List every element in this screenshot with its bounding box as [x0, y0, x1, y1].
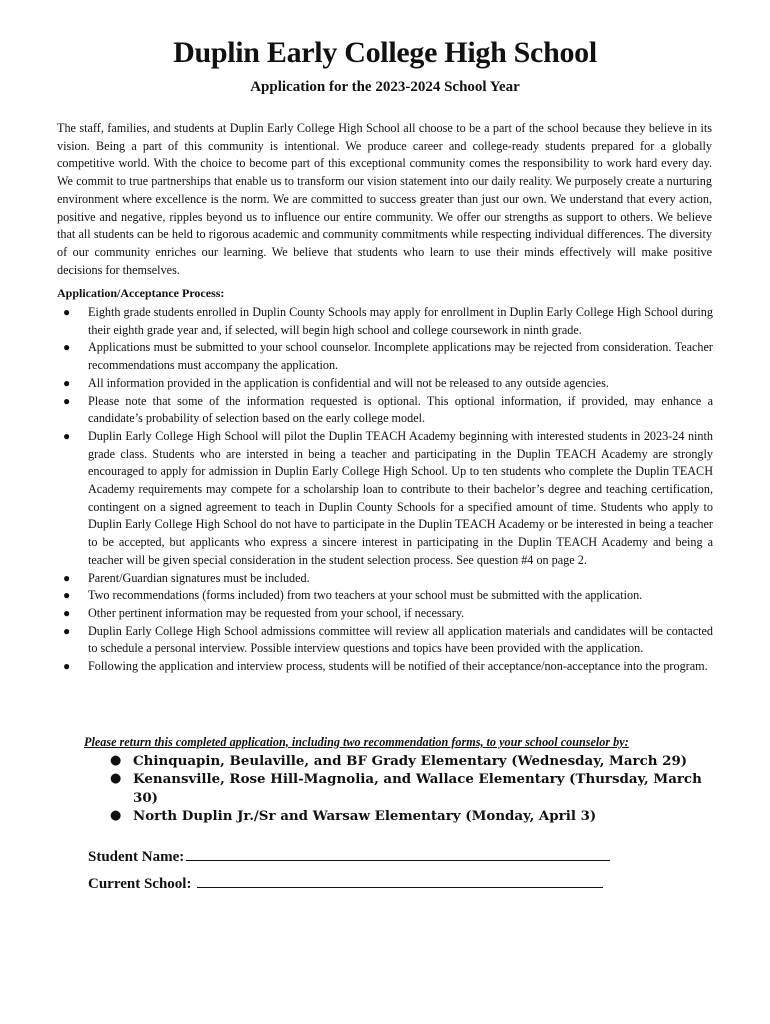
current-school-field	[88, 873, 603, 893]
bullet-icon: ●	[110, 753, 122, 768]
bullet-icon: ●	[110, 808, 122, 824]
process-item	[57, 570, 713, 588]
return-instructions: Please return this completed application, including two recommendation forms, to your school counselor by:	[84, 735, 629, 749]
deadline-list	[110, 752, 710, 826]
student-name-label: Student Name:	[88, 849, 185, 865]
process-item-text: Duplin Early College High School will pilot the Duplin TEACH Academy beginning with interested students in 2023-24 ninth grade class. Students who are intersted in being a teacher and participating in the Duplin TEACH Academy are strongly encouraged to apply for admission in Duplin Early College High School. Up to ten students who complete the Duplin TEACH Academy requirements may compete for a scholarship loan to contribute to their bachelor’s degree and teaching certification, contingent on a signed agreement to teach in Duplin County Schools for a specified amount of time. Students who apply to Duplin Early College High School do not have to participate in the Duplin TEACH Academy or be interested in being a teacher to be accepted, but applicants who express a sincere interest in participating in the Duplin TEACH Academy and being a teacher will be given special consideration in the student selection process. See question #4 on page 2.	[88, 428, 713, 567]
process-item	[57, 587, 713, 605]
process-item-text: Eighth grade students enrolled in Duplin County Schools may apply for enrollment in Duplin Early College High School during their eighth grade year and, if selected, will begin high school and college coursework in ninth grade.	[88, 305, 713, 337]
deadline-item	[110, 807, 710, 825]
bullet-icon: ●	[63, 659, 71, 674]
process-item	[57, 428, 713, 570]
current-school-input-line[interactable]	[197, 873, 603, 888]
bullet-icon: ●	[63, 305, 71, 319]
process-item	[57, 605, 713, 623]
deadline-text: Kenansville, Rose Hill-Magnolia, and Wallace Elementary (Thursday, March 30)	[133, 771, 702, 806]
process-item-text: Two recommendations (forms included) from two teachers at your school must be submitted with the application.	[88, 588, 643, 603]
deadline-text: North Duplin Jr./Sr and Warsaw Elementary (Monday, April 3)	[133, 808, 597, 825]
process-item	[57, 375, 713, 393]
deadline-item	[110, 752, 710, 770]
page-title: Duplin Early College High School	[173, 36, 597, 69]
current-school-label: Current School:	[88, 876, 196, 892]
student-name-field	[88, 846, 610, 866]
deadline-item	[110, 770, 710, 807]
process-list	[57, 304, 713, 676]
bullet-icon: ●	[63, 605, 71, 620]
bullet-icon: ●	[63, 623, 71, 638]
bullet-icon: ●	[63, 428, 71, 443]
process-item	[57, 393, 713, 428]
bullet-icon: ●	[63, 375, 71, 390]
process-item-text: Applications must be submitted to your school counselor. Incomplete applications may be rejected from consideration. Teacher recommendations must accompany the application.	[88, 340, 713, 373]
page-subtitle: Application for the 2023-2024 School Year	[250, 79, 520, 95]
process-item	[57, 658, 713, 676]
process-heading: Application/Acceptance Process:	[57, 286, 225, 300]
deadline-text: Chinquapin, Beulaville, and BF Grady Elementary (Wednesday, March 29)	[133, 753, 688, 769]
bullet-icon: ●	[63, 588, 71, 603]
student-name-input-line[interactable]	[186, 846, 610, 861]
process-item	[57, 339, 713, 374]
process-item-text: Duplin Early College High School admissions committee will review all application materials and candidates will be contacted to schedule a personal interview. Possible interview questions and topics have been provided with the application.	[88, 623, 713, 656]
bullet-icon: ●	[63, 340, 71, 355]
intro-paragraph: The staff, families, and students at Duplin Early College High School all choose to be a part of the school because they believe in its vision. Being a part of this community is intentional. We produce career and college-ready students prepared for a globally competitive world. With the choice to become part of this exceptional community comes the responsibility to work hard every day. We commit to true partnerships that enable us to transform our vision statement into our daily reality. We purposely create a nurturing environment where excellence is the norm. We are committed to success greater than just our own. We understand that every action, positive and negative, ripples beyond us to influence our entire community. We offer our strengths as support to others. We believe that all students can be held to rigorous academic and community commitments while respecting individual differences. The diversity of our community enriches our learning. We believe that students who learn to use their minds effectively will make positive decisions for themselves.	[57, 121, 712, 277]
process-item-text: Following the application and interview process, students will be notified of their acceptance/non-acceptance into the program.	[88, 659, 708, 674]
process-item	[57, 623, 713, 658]
bullet-icon: ●	[63, 393, 71, 408]
process-item-text: Parent/Guardian signatures must be included.	[88, 570, 310, 585]
process-item-text: All information provided in the application is confidential and will not be released to any outside agencies.	[88, 375, 609, 390]
process-item-text: Please note that some of the information requested is optional. This optional information, if provided, may enhance a candidate’s probability of selection based on the early college model.	[88, 393, 713, 426]
bullet-icon: ●	[110, 771, 122, 787]
process-item	[57, 304, 713, 339]
bullet-icon: ●	[63, 570, 71, 585]
process-item-text: Other pertinent information may be requested from your school, if necessary.	[88, 605, 465, 620]
